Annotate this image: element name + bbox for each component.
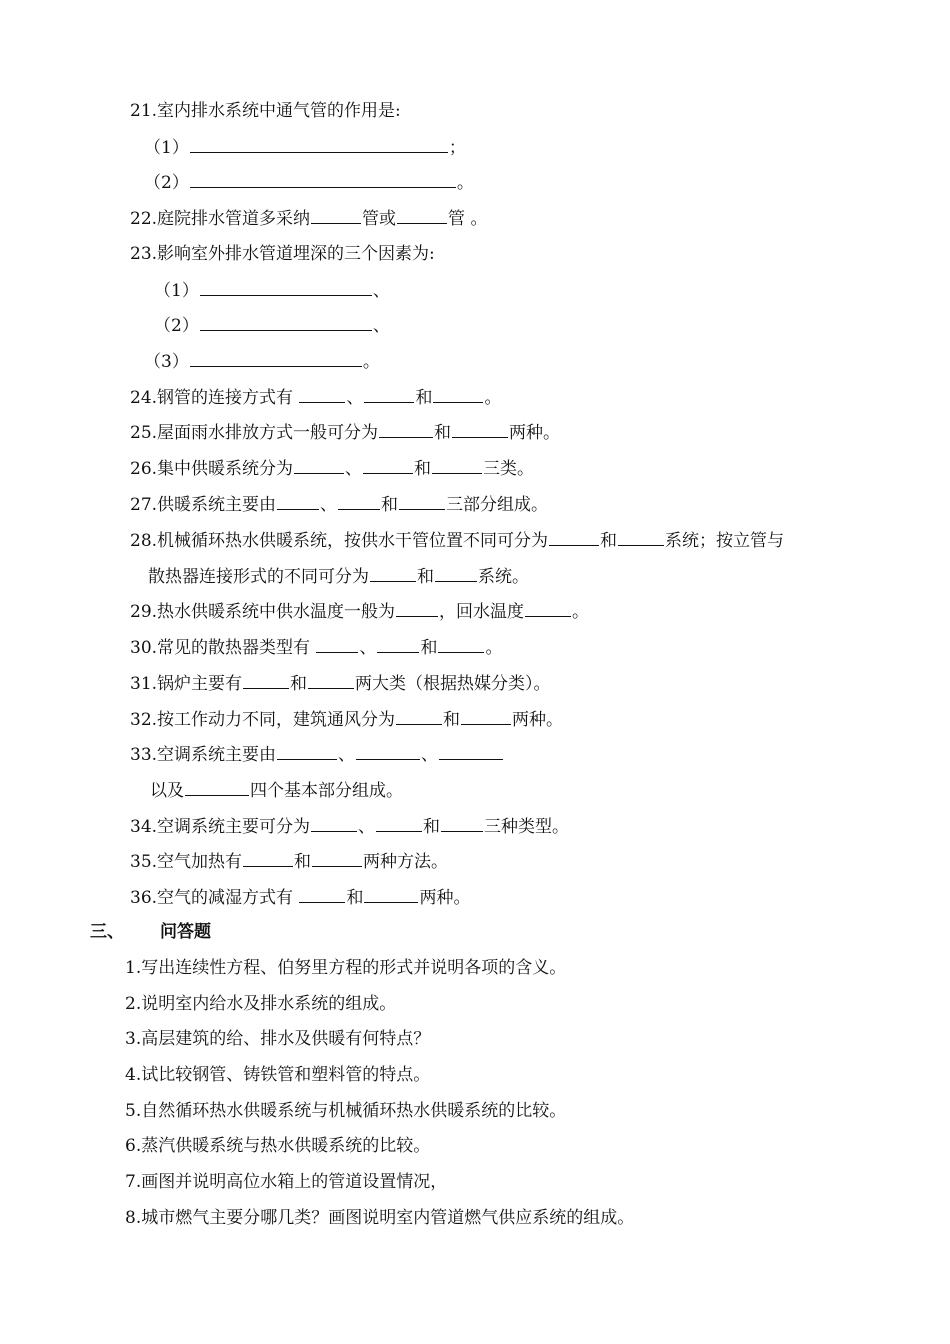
question-text: 两种。: [509, 423, 561, 443]
question-text: 系统；按立管与: [665, 531, 785, 551]
option-label: （2）: [144, 173, 189, 193]
question-text: 29.热水供暖系统中供水温度一般为: [130, 602, 396, 622]
question-text: 32.按工作动力不同，建筑通风分为: [130, 710, 396, 730]
option-label: （3）: [144, 352, 189, 372]
question-21: [130, 100, 401, 122]
answer-blank[interactable]: [399, 493, 445, 510]
answer-blank[interactable]: [311, 207, 361, 224]
answer-blank[interactable]: [377, 636, 419, 653]
question-text: 以及: [150, 781, 184, 801]
question-text: 三类。: [483, 459, 535, 479]
question-text: 和: [443, 710, 461, 730]
answer-blank[interactable]: [311, 815, 357, 832]
question-23: [130, 243, 435, 265]
answer-blank[interactable]: [299, 886, 345, 903]
answer-blank[interactable]: [364, 886, 418, 903]
question-text: 和: [415, 388, 433, 408]
question-21-option-1: [144, 136, 466, 158]
answer-blank[interactable]: [299, 386, 345, 403]
question-text: 、: [346, 388, 364, 408]
question-text: 和: [346, 888, 364, 908]
punctuation: 。: [456, 173, 474, 193]
question-text: 35.空气加热有: [130, 852, 243, 872]
question-text: 和: [420, 638, 438, 658]
question-text: 和: [423, 817, 441, 837]
answer-blank[interactable]: [370, 565, 416, 582]
answer-blank[interactable]: [190, 350, 362, 367]
question-32: [130, 708, 563, 730]
answer-blank[interactable]: [439, 743, 503, 760]
answer-blank[interactable]: [316, 636, 358, 653]
qa-item: 3.高层建筑的给、排水及供暖有何特点？: [125, 1029, 431, 1049]
question-text: 和: [290, 674, 308, 694]
question-23-option-3: [144, 350, 380, 372]
question-text: ，回水温度: [439, 602, 525, 622]
qa-item: 1.写出连续性方程、伯努里方程的形式并说明各项的含义。: [125, 958, 567, 978]
question-text: 两种。: [512, 710, 564, 730]
question-text: 30.常见的散热器类型有: [130, 638, 316, 658]
answer-blank[interactable]: [312, 850, 362, 867]
question-text: 、: [345, 459, 363, 479]
question-34: [130, 815, 569, 837]
question-31: [130, 672, 551, 694]
question-33-continued: [150, 779, 403, 801]
question-text: 、: [358, 817, 376, 837]
question-21-option-2: [144, 171, 474, 193]
qa-item: 4.试比较钢管、铸铁管和塑料管的特点。: [125, 1065, 431, 1085]
question-text: 两大类（根据热媒分类）。: [355, 674, 551, 694]
answer-blank[interactable]: [308, 672, 354, 689]
question-28-continued: [148, 565, 529, 587]
answer-blank[interactable]: [452, 421, 508, 438]
question-text: 和: [381, 495, 399, 515]
punctuation: 。: [362, 352, 380, 372]
answer-blank[interactable]: [363, 457, 413, 474]
question-33: [130, 743, 504, 765]
question-text: 、: [421, 745, 439, 765]
question-text: 系统。: [478, 567, 529, 587]
question-text: 21.室内排水系统中通气管的作用是:: [130, 101, 401, 121]
question-text: 。: [485, 638, 503, 658]
answer-blank[interactable]: [294, 457, 344, 474]
question-text: 、: [320, 495, 338, 515]
question-text: 31.锅炉主要有: [130, 674, 243, 694]
question-text: 26.集中供暖系统分为: [130, 459, 294, 479]
answer-blank[interactable]: [618, 529, 664, 546]
qa-item: 8.城市燃气主要分哪几类？画图说明室内管道燃气供应系统的组成。: [125, 1208, 635, 1228]
question-text: 两种方法。: [363, 852, 449, 872]
question-text: 、: [359, 638, 377, 658]
answer-blank[interactable]: [396, 600, 438, 617]
question-text: 散热器连接形式的不同可分为: [148, 567, 369, 587]
question-text: 四个基本部分组成。: [250, 781, 403, 801]
question-text: 和: [417, 567, 434, 587]
question-text: 管 。: [448, 209, 488, 229]
question-36: [130, 886, 470, 908]
question-text: 和: [600, 531, 618, 551]
answer-blank[interactable]: [396, 708, 442, 725]
question-24: [130, 386, 501, 408]
answer-blank[interactable]: [243, 850, 293, 867]
qa-item: 5.自然循环热水供暖系统与机械循环热水供暖系统的比较。: [125, 1101, 567, 1121]
answer-blank[interactable]: [277, 743, 337, 760]
qa-item: 7.画图并说明高位水箱上的管道设置情况，: [125, 1172, 448, 1192]
qa-item: 6.蒸汽供暖系统与热水供暖系统的比较。: [125, 1136, 431, 1156]
answer-blank[interactable]: [356, 743, 420, 760]
question-29: [130, 600, 589, 622]
question-28: [130, 529, 784, 551]
question-25: [130, 421, 560, 443]
option-label: （1）: [144, 138, 189, 158]
question-text: 28.机械循环热水供暖系统，按供水干管位置不同可分为: [130, 531, 549, 551]
question-text: 23.影响室外排水管道埋深的三个因素为:: [130, 244, 435, 264]
answer-blank[interactable]: [243, 672, 289, 689]
question-text: 和: [414, 459, 432, 479]
question-text: 25.屋面雨水排放方式一般可分为: [130, 423, 379, 443]
question-27: [130, 493, 548, 515]
answer-blank[interactable]: [185, 779, 249, 796]
question-text: 管或: [362, 209, 397, 229]
answer-blank[interactable]: [277, 493, 319, 510]
answer-blank[interactable]: [435, 565, 477, 582]
question-35: [130, 850, 448, 872]
question-text: 、: [338, 745, 356, 765]
answer-blank[interactable]: [376, 815, 422, 832]
answer-blank[interactable]: [190, 136, 448, 153]
question-text: 三部分组成。: [446, 495, 549, 515]
section-title: 问答题: [160, 922, 211, 942]
question-text: 27.供暖系统主要由: [130, 495, 277, 515]
question-30: [130, 636, 502, 658]
answer-blank[interactable]: [379, 421, 433, 438]
answer-blank[interactable]: [525, 600, 571, 617]
qa-item: 2.说明室内给水及排水系统的组成。: [125, 994, 397, 1014]
section-number: 三、: [90, 922, 124, 942]
question-text: 。: [572, 602, 590, 622]
question-23-option-1: [154, 279, 390, 301]
answer-blank[interactable]: [438, 636, 484, 653]
section-heading: [90, 921, 211, 943]
question-text: 22.庭院排水管道多采纳: [130, 209, 311, 229]
answer-blank[interactable]: [461, 708, 511, 725]
question-text: 33.空调系统主要由: [130, 745, 277, 765]
answer-blank[interactable]: [364, 386, 414, 403]
question-text: 36.空气的减湿方式有: [130, 888, 299, 908]
question-text: 和: [294, 852, 312, 872]
question-23-option-2: [154, 314, 390, 336]
answer-blank[interactable]: [432, 457, 482, 474]
answer-blank[interactable]: [200, 314, 372, 331]
answer-blank[interactable]: [397, 207, 447, 224]
option-label: （1）: [154, 281, 199, 301]
question-text: 和: [434, 423, 452, 443]
question-text: 24.钢管的连接方式有: [130, 388, 299, 408]
question-text: 。: [484, 388, 502, 408]
option-label: （2）: [154, 316, 199, 336]
answer-blank[interactable]: [433, 386, 483, 403]
question-22: [130, 207, 487, 229]
answer-blank[interactable]: [200, 279, 372, 296]
answer-blank[interactable]: [549, 529, 599, 546]
punctuation: 、: [372, 281, 390, 301]
answer-blank[interactable]: [338, 493, 380, 510]
answer-blank[interactable]: [190, 171, 456, 188]
punctuation: 、: [372, 316, 390, 336]
question-text: 三种类型。: [484, 817, 570, 837]
question-26: [130, 457, 534, 479]
punctuation: ；: [448, 138, 466, 158]
question-text: 34.空调系统主要可分为: [130, 817, 311, 837]
question-text: 两种。: [419, 888, 471, 908]
answer-blank[interactable]: [441, 815, 483, 832]
